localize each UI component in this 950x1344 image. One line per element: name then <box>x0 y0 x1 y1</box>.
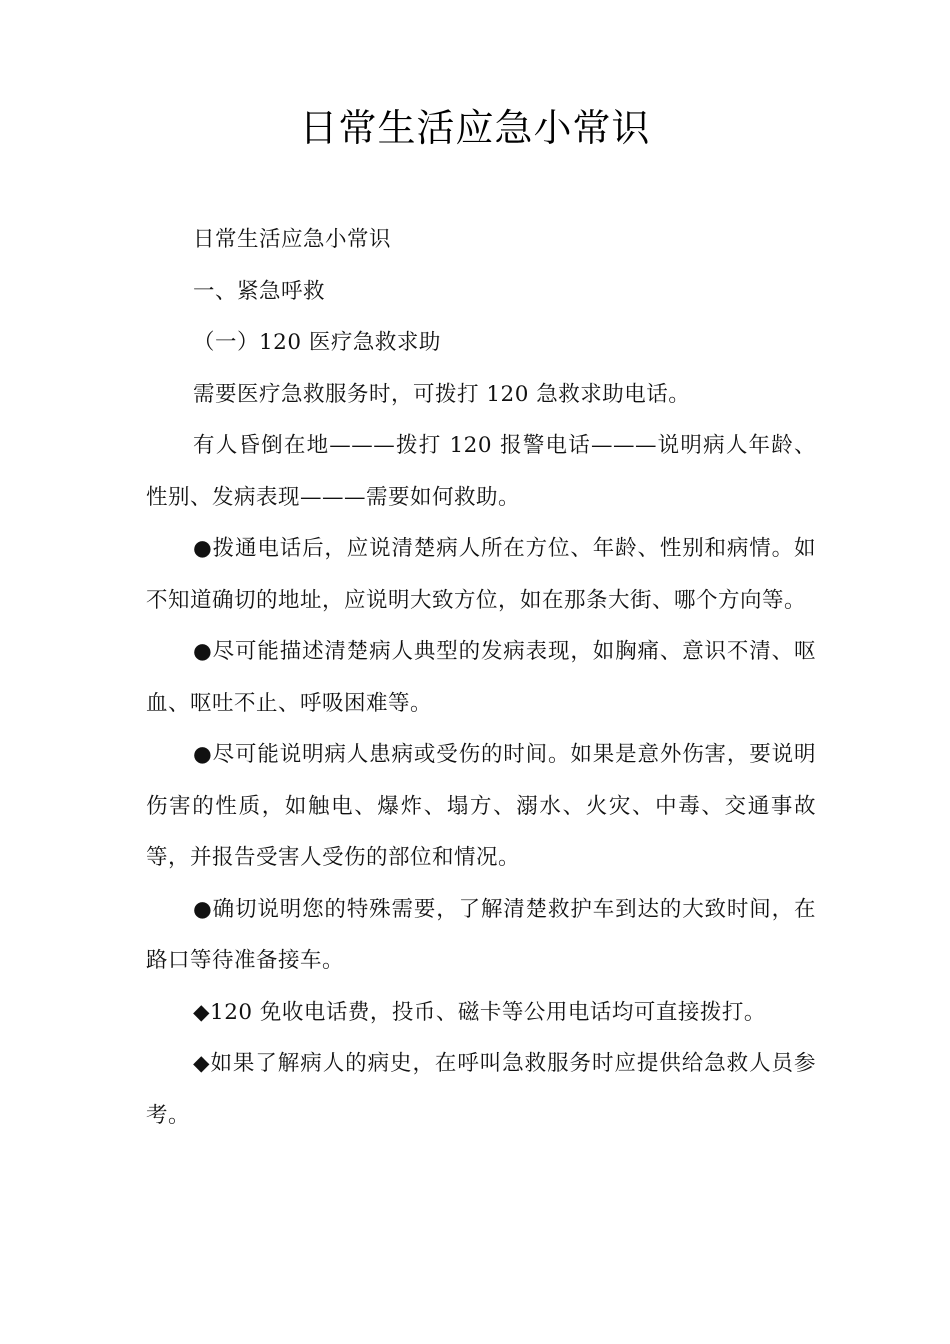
diamond-paragraph: ◆120 免收电话费，投币、磁卡等公用电话均可直接拨打。 <box>193 999 766 1025</box>
bullet-paragraph: ●确切说明您的特殊需要，了解清楚救护车到达的大致时间，在路口等待准备接车。 <box>146 896 816 973</box>
document-body <box>146 214 816 1141</box>
diamond-paragraph: ◆如果了解病人的病史，在呼叫急救服务时应提供给急救人员参考。 <box>146 1051 816 1128</box>
bullet-paragraph: ●尽可能说明病人患病或受伤的时间。如果是意外伤害，要说明伤害的性质，如触电、爆炸、塌方、溺水、火灾、中毒、交通事故等，并报告受害人受伤的部位和情况。 <box>146 742 816 870</box>
subsection-heading-120: （一）120 医疗急救求助 <box>193 330 441 355</box>
paragraph: 需要医疗急救服务时，可拨打 120 急救求助电话。 <box>193 381 691 407</box>
bullet-paragraph: ●尽可能描述清楚病人典型的发病表现，如胸痛、意识不清、呕血、呕吐不止、呼吸困难等。 <box>146 639 816 716</box>
paragraph-subtitle: 日常生活应急小常识 <box>193 227 392 252</box>
paragraph: 有人昏倒在地———拨打 120 报警电话———说明病人年龄、性别、发病表现———需要如何救助。 <box>146 433 816 510</box>
bullet-paragraph: ●拨通电话后，应说清楚病人所在方位、年龄、性别和病情。如不知道确切的地址，应说明大致方位，如在那条大街、哪个方向等。 <box>146 536 816 613</box>
section-heading-emergency-call: 一、紧急呼救 <box>193 278 326 304</box>
document-title: 日常生活应急小常识 <box>299 106 651 150</box>
